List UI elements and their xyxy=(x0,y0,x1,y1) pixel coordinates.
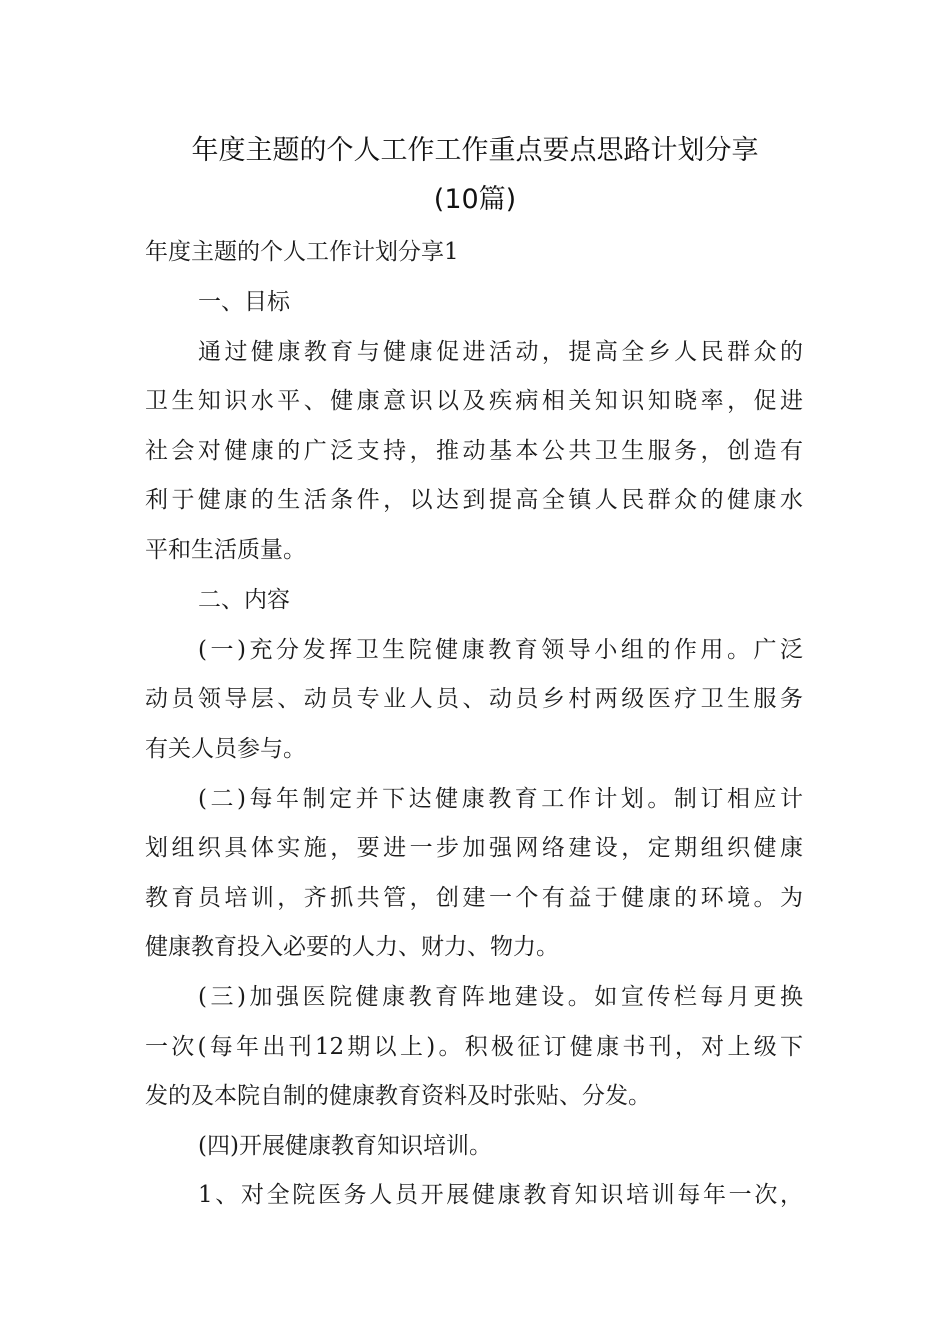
paragraph-line: 有关人员参与。 xyxy=(145,736,306,762)
paragraph-line: (二)每年制定并下达健康教育工作计划。制订相应计 xyxy=(198,786,803,812)
paragraph-line: 卫生知识水平、健康意识以及疾病相关知识知晓率，促进 xyxy=(145,388,803,414)
paragraph-line: 健康教育投入必要的人力、财力、物力。 xyxy=(145,934,559,960)
subheading-goal: 一、目标 xyxy=(198,289,290,315)
paragraph-line: 社会对健康的广泛支持，推动基本公共卫生服务，创造有 xyxy=(145,438,803,464)
paragraph-line: 平和生活质量。 xyxy=(145,537,306,563)
paragraph-line: (一)充分发挥卫生院健康教育领导小组的作用。广泛 xyxy=(198,637,803,663)
document-title-line-2: (10篇) xyxy=(433,184,517,215)
section-heading: 年度主题的个人工作计划分享1 xyxy=(145,239,459,265)
paragraph-line: 利于健康的生活条件，以达到提高全镇人民群众的健康水 xyxy=(145,487,803,513)
paragraph-line: 1、对全院医务人员开展健康教育知识培训每年一次， xyxy=(198,1182,803,1208)
paragraph-line: 划组织具体实施，要进一步加强网络建设，定期组织健康 xyxy=(145,835,803,861)
document-title-line-1: 年度主题的个人工作工作重点要点思路计划分享 xyxy=(191,135,759,166)
paragraph-line: 一次(每年出刊12期以上)。积极征订健康书刊，对上级下 xyxy=(145,1034,803,1060)
paragraph-line: 发的及本院自制的健康教育资料及时张贴、分发。 xyxy=(145,1083,651,1109)
paragraph-line: 教育员培训，齐抓共管，创建一个有益于健康的环境。为 xyxy=(145,885,803,911)
subheading-content: 二、内容 xyxy=(198,587,290,613)
paragraph-line: (四)开展健康教育知识培训。 xyxy=(198,1133,492,1159)
paragraph-line: 动员领导层、动员专业人员、动员乡村两级医疗卫生服务 xyxy=(145,686,803,712)
paragraph-line: (三)加强医院健康教育阵地建设。如宣传栏每月更换 xyxy=(198,984,803,1010)
paragraph-line: 通过健康教育与健康促进活动，提高全乡人民群众的 xyxy=(198,339,803,365)
